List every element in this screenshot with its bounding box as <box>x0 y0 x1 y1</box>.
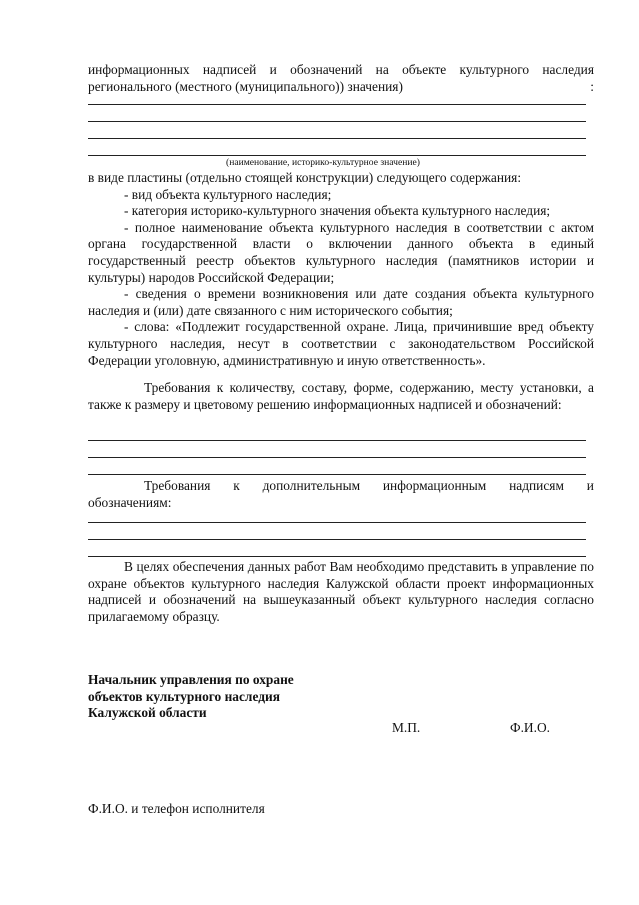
name-caption: (наименование, историко-культурное значение) <box>226 157 420 168</box>
additional-line-2: обозначениям: <box>88 494 172 510</box>
additional-word: к <box>233 478 240 493</box>
signer-fio: Ф.И.О. <box>510 720 550 735</box>
intro-colon: : <box>590 78 594 94</box>
additional-word: надписям <box>509 478 564 493</box>
additional-word: и <box>586 478 594 493</box>
content-item: - сведения о времени возникновения или дате создания объекта культурного наследия и (или) дате связанного с ним исторического события; <box>88 286 594 318</box>
signature-line-3: Калужской области <box>88 705 207 721</box>
add-blank-line-1 <box>88 522 586 523</box>
requirements-paragraph: Требования к количеству, составу, форме, содержанию, месту установки, а также к размеру и цветовому решению информационных надписей и обозначений: <box>88 380 594 412</box>
content-item: - вид объекта культурного наследия; <box>124 186 332 202</box>
req-blank-line-3 <box>88 474 586 475</box>
blank-line-4 <box>88 155 586 156</box>
content-section <box>88 170 594 369</box>
additional-line-1 <box>88 478 594 495</box>
additional-word: дополнительным <box>262 478 361 493</box>
closing-paragraph: В целях обеспечения данных работ Вам необходимо представить в управление по охране объектов культурного наследия Калужской области проект информационных надписей и обозначений на вышеуказанный объект культурного наследия согласно прилагаемому образцу. <box>88 559 594 624</box>
req-blank-line-1 <box>88 440 586 441</box>
add-blank-line-3 <box>88 556 586 557</box>
content-item: - слова: «Подлежит государственной охране. Лица, причинившие вред объекту культурного наследия, несут в соответствии с законодательством Российской Федерации уголовную, административную и иную ответственность». <box>88 319 594 368</box>
intro-paragraph <box>88 62 594 95</box>
content-item: - категория историко-культурного значения объекта культурного наследия; <box>124 203 551 219</box>
additional-paragraph <box>88 478 594 511</box>
additional-word: Требования <box>144 478 211 493</box>
signature-line-2: объектов культурного наследия <box>88 688 280 704</box>
executor-info: Ф.И.О. и телефон исполнителя <box>88 801 265 816</box>
intro-line-1: информационных надписей и обозначений на объекте культурного наследия <box>88 62 594 77</box>
content-intro: в виде пластины (отдельно стоящей конструкции) следующего содержания: <box>88 170 522 185</box>
blank-line-2 <box>88 121 586 122</box>
blank-line-3 <box>88 138 586 139</box>
blank-line-1 <box>88 104 586 105</box>
additional-word: информационным <box>382 478 487 493</box>
content-item: - полное наименование объекта культурного наследия в соответствии с актом органа государственной власти о включении данного объекта в единый государственный реестр объектов культурного наследия (памятников истории и культуры) народов Российской Федерации; <box>88 219 594 285</box>
req-blank-line-2 <box>88 457 586 458</box>
intro-line-2: регионального (местного (муниципального)) значения) <box>88 78 403 94</box>
stamp-label: М.П. <box>392 720 421 735</box>
add-blank-line-2 <box>88 539 586 540</box>
signature-line-1: Начальник управления по охране <box>88 672 294 687</box>
signature-title <box>88 672 348 722</box>
